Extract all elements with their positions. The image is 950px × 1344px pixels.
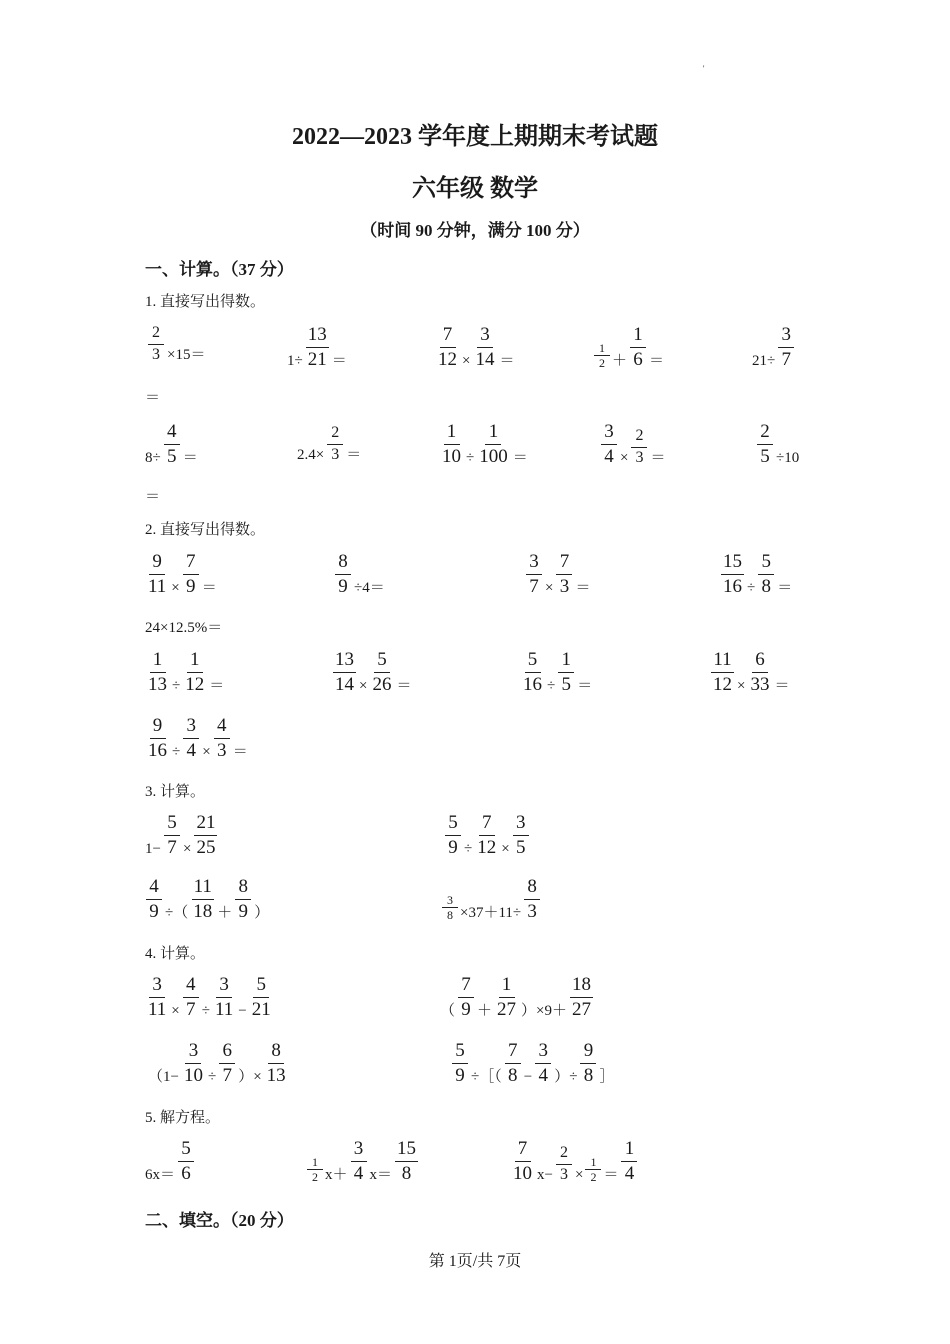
q4-b: （ $\frac{7}{9}$ ＋ $\frac{1}{27}$ ）×9＋ $\frac{18}{27}$ <box>440 974 591 1020</box>
q1-r1-d: $\frac{1}{2}$ ＋ $\frac{1}{6}$ ＝ <box>592 325 664 370</box>
q1-r2-a-equals: ＝ <box>145 489 161 505</box>
q2-r1-c: $\frac{3}{7}$ × $\frac{7}{3}$ ＝ <box>523 552 590 597</box>
exam-subtitle: 六年级 数学 <box>412 176 538 202</box>
q5-a: 6x＝ $\frac{5}{6}$ <box>145 1139 197 1184</box>
q1-r1-c: $\frac{7}{12}$ × $\frac{3}{14}$ ＝ <box>438 324 515 370</box>
question-1-label: 1. 直接写出得数。 <box>145 294 266 310</box>
q2-r3: $\frac{9}{16}$ ÷ $\frac{3}{4}$ × $\frac{4}{3}$ ＝ <box>148 715 248 761</box>
q1-r2-d: $\frac{3}{4}$ × $\frac{2}{3}$ ＝ <box>598 422 665 467</box>
q1-r1-a-equals: ＝ <box>145 390 161 406</box>
q4-c: （1− $\frac{3}{10}$ ÷ $\frac{6}{7}$ ）× $\frac{8}{13}$ <box>148 1040 286 1086</box>
q3-a: 1− $\frac{5}{7}$ × $\frac{21}{25}$ <box>145 812 216 858</box>
section-1-heading: 一、计算。（37 分） <box>145 260 294 279</box>
q2-r2-b: $\frac{13}{14}$ × $\frac{5}{26}$ ＝ <box>335 649 412 695</box>
q4-a: $\frac{3}{11}$ × $\frac{4}{7}$ ÷ $\frac{3}{11}$ − $\frac{5}{21}$ <box>148 974 271 1020</box>
question-2-label: 2. 直接写出得数。 <box>145 522 266 538</box>
section-2-heading: 二、填空。（20 分） <box>145 1211 294 1230</box>
q4-d: $\frac{5}{9}$ ÷［（ $\frac{7}{8}$ − $\frac{3}{4}$ ）÷ $\frac{9}{8}$ ］ <box>449 1041 614 1086</box>
question-5-label: 5. 解方程。 <box>145 1110 221 1126</box>
q5-b: $\frac{1}{2}$ x＋ $\frac{3}{4}$ x＝ $\frac{15}{8}$ <box>305 1139 421 1184</box>
q5-c: $\frac{7}{10}$ x− $\frac{2}{3}$ × $\frac{1}{2}$ ＝ $\frac{1}{4}$ <box>508 1139 640 1184</box>
q1-r1-e: 21÷ $\frac{3}{7}$ <box>752 325 797 370</box>
stray-mark: ' <box>703 64 705 73</box>
question-4-label: 4. 计算。 <box>145 946 206 962</box>
q1-r1-a: $\frac{2}{3}$ ×15＝ <box>145 325 205 364</box>
q1-r2-a: 8÷ $\frac{4}{5}$ ＝ <box>145 421 198 467</box>
q2-r2-a: $\frac{1}{13}$ ÷ $\frac{1}{12}$ ＝ <box>148 649 225 695</box>
q2-r1-a: $\frac{9}{11}$ × $\frac{7}{9}$ ＝ <box>148 551 217 597</box>
q1-r1-b: 1÷ $\frac{13}{21}$ ＝ <box>287 324 347 370</box>
q1-r2-c: $\frac{1}{10}$ ÷ $\frac{1}{100}$ ＝ <box>442 421 528 467</box>
time-note: （时间 90 分钟，满分 100 分） <box>360 221 590 240</box>
q3-b: $\frac{5}{9}$ ÷ $\frac{7}{12}$ × $\frac{3}{5}$ <box>442 813 532 858</box>
q2-r1-d: $\frac{15}{16}$ ÷ $\frac{5}{8}$ ＝ <box>723 551 793 597</box>
q2-r2-d: $\frac{11}{12}$ × $\frac{6}{33}$ ＝ <box>713 649 790 695</box>
q2-percent: 24×12.5%＝ <box>145 620 223 636</box>
q2-r1-b: $\frac{8}{9}$ ÷4＝ <box>332 552 385 597</box>
q3-c: $\frac{4}{9}$ ÷（ $\frac{11}{18}$ ＋ $\frac{8}{9}$ ） <box>143 877 269 922</box>
exam-title: 2022—2023 学年度上期期末考试题 <box>292 124 658 150</box>
q3-d: $\frac{3}{8}$ ×37＋11÷ $\frac{8}{3}$ <box>440 877 543 922</box>
page-footer: 第 1页/共 7页 <box>428 1253 522 1270</box>
question-3-label: 3. 计算。 <box>145 784 206 800</box>
q1-r2-b: 2.4× $\frac{2}{3}$ ＝ <box>297 424 362 463</box>
q1-r2-e: $\frac{2}{5}$ ÷10 <box>754 422 799 467</box>
q2-r2-c: $\frac{5}{16}$ ÷ $\frac{1}{5}$ ＝ <box>523 649 593 695</box>
